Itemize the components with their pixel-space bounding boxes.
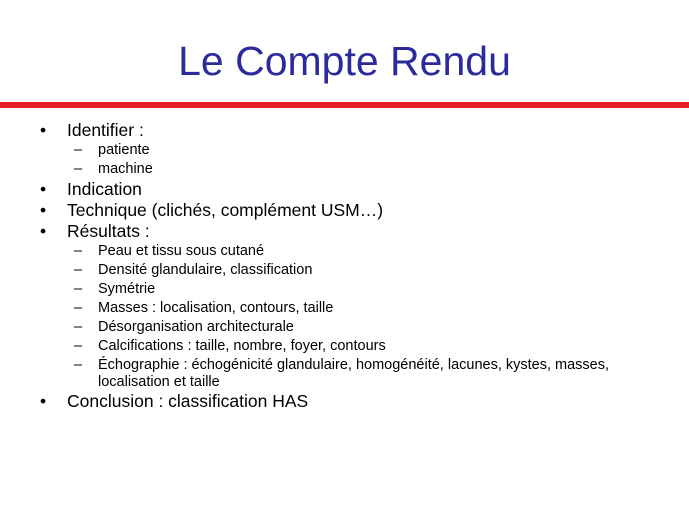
dash-icon: –	[74, 243, 83, 259]
sub-list-item-text: machine	[98, 161, 153, 177]
bullet-icon: •	[40, 391, 47, 411]
bullet-icon: •	[40, 179, 47, 199]
sub-list-item	[0, 337, 689, 356]
sub-list-item-text: Calcifications : taille, nombre, foyer, contours	[98, 338, 386, 354]
list-item-text: Technique (clichés, complément USM…)	[67, 200, 384, 220]
list-item	[0, 221, 689, 242]
slide-title: Le Compte Rendu	[178, 38, 511, 84]
sub-list-item	[0, 261, 689, 280]
sub-list-item	[0, 141, 689, 160]
bullet-icon: •	[40, 221, 47, 241]
dash-icon: –	[74, 262, 83, 278]
sub-list-item	[0, 318, 689, 337]
sub-list-item-text: Symétrie	[98, 281, 156, 297]
list-item-text: Indication	[67, 179, 142, 199]
sub-list-item-text: Désorganisation architecturale	[98, 319, 294, 335]
list-item	[0, 179, 689, 200]
sub-list-item-text: Masses : localisation, contours, taille	[98, 300, 334, 316]
sub-list-item	[0, 356, 689, 391]
dash-icon: –	[74, 281, 83, 297]
dash-icon: –	[74, 319, 83, 335]
list-item	[0, 120, 689, 141]
list-item-text: Conclusion : classification HAS	[67, 391, 309, 411]
sub-list-item-text: Peau et tissu sous cutané	[98, 243, 265, 259]
sub-list-item-text: Densité glandulaire, classification	[98, 262, 313, 278]
list-item	[0, 391, 689, 412]
dash-icon: –	[74, 161, 83, 177]
sub-list-item	[0, 299, 689, 318]
sub-list-item	[0, 160, 689, 179]
dash-icon: –	[74, 300, 83, 316]
dash-icon: –	[74, 357, 83, 373]
bullet-icon: •	[40, 200, 47, 220]
dash-icon: –	[74, 142, 83, 158]
list-item-text: Identifier :	[67, 120, 144, 140]
sub-list-item	[0, 280, 689, 299]
bullet-icon: •	[40, 120, 47, 140]
sub-list-item	[0, 242, 689, 261]
sub-list-item-text: patiente	[98, 142, 150, 158]
bullet-list	[0, 120, 689, 412]
list-item	[0, 200, 689, 221]
title-divider	[0, 102, 689, 108]
sub-list-item-text: Échographie : échogénicité glandulaire, homogénéité, lacunes, kystes, masses, localisation et taille	[98, 357, 610, 390]
list-item-text: Résultats :	[67, 221, 150, 241]
dash-icon: –	[74, 338, 83, 354]
